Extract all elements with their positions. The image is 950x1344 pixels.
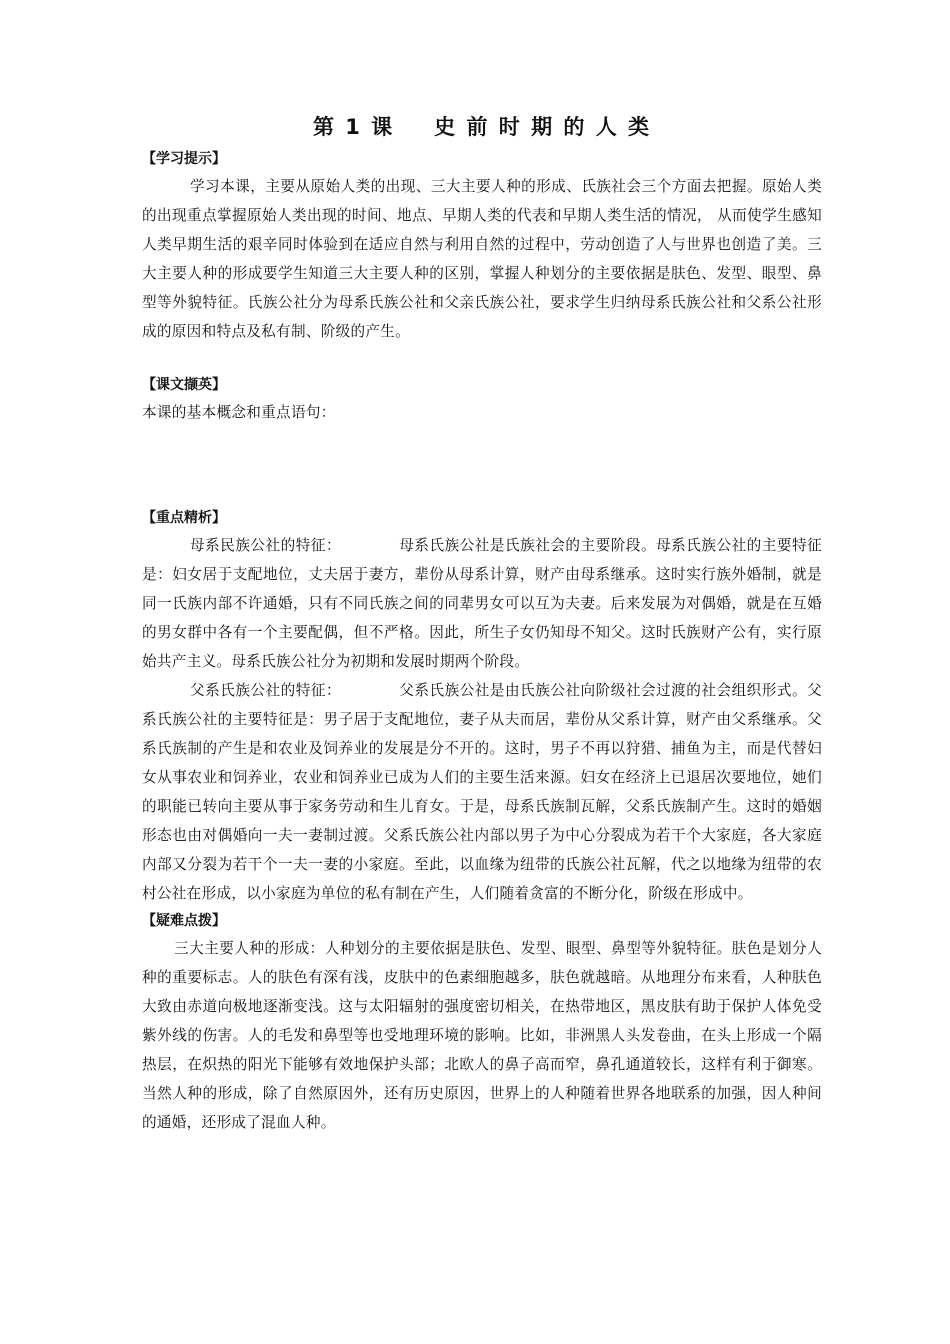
matrilineal-label: 母系民族公社的特征：: [190, 537, 342, 554]
difficult-points-paragraph: 三大主要人种的形成：人种划分的主要依据是肤色、发型、眼型、鼻型等外貌特征。肤色是划分人种的重要标志。人的肤色有深有浅，皮肤中的色素细胞越多，肤色就越暗。从地理分布来看，人种肤色大致由赤道向极地逐渐变浅。这与太阳辐射的强度密切相关，在热带地区，黑皮肤有助于保护人体免受紫外线的伤害。人的毛发和鼻型等也受地理环境的影响。比如，非洲黑人头发卷曲，在头上形成一个隔热层，在炽热的阳光下能够有效地保护头部；北欧人的鼻子高而窄，鼻孔通道较长，这样有利于御寒。当然人种的形成，除了自然原因外，还有历史原因，世界上的人种随着世界各地联系的加强，因人种间的通婚，还形成了混血人种。: [142, 940, 822, 1131]
patrilineal-label: 父系氏族公社的特征：: [190, 682, 342, 699]
patrilineal-paragraph: [142, 676, 822, 908]
matrilineal-text: 母系氏族公社是氏族社会的主要阶段。母系氏族公社的主要特征是：妇女居于支配地位，丈夫居于妻方，辈份从母系计算，财产由母系继承。这时实行族外婚制，就是同一氏族内部不许通婚，只有不同氏族之间的同辈男女可以互为夫妻。后来发展为对偶婚，就是在互婚的男女群中各有一个主要配偶，但不严格。因此，所生子女仍知母不知父。这时氏族财产公有，实行原始共产主义。母系氏族公社分为初期和发展时期两个阶段。: [142, 537, 822, 670]
lesson-name: 史 前 时 期 的 人 类: [434, 115, 652, 139]
matrilineal-paragraph: [142, 531, 822, 676]
study-tips-paragraph: 学习本课，主要从原始人类的出现、三大主要人种的形成、氏族社会三个方面去把握。原始人类的出现重点掌握原始人类出现的时间、地点、早期人类的代表和早期人类生活的情况， 从而使学生感知人类早期生活的艰辛同时体验到在适应自然与利用自然的过程中，劳动创造了人与世界也创造了美。三大主要人种的形成要学生知道三大主要人种的区别，掌握人种划分的主要依据是肤色、发型、眼型、鼻型等外貌特征。氏族公社分为母系氏族公社和父亲氏族公社，要求学生归纳母系氏族公社和父系公社形成的原因和特点及私有制、阶级的产生。: [142, 178, 822, 340]
heading-study-tips: 【学习提示】: [142, 151, 226, 167]
heading-key-analysis: 【重点精析】: [142, 510, 226, 526]
lesson-title: [142, 110, 822, 144]
patrilineal-text: 父系氏族公社是由氏族公社向阶级社会过渡的社会组织形式。父系氏族公社的主要特征是：男子居于支配地位，妻子从夫而居，辈份从父系计算，财产由父系继承。父系氏族制的产生是和农业及饲养业的发展是分不开的。这时，男子不再以狩猎、捕鱼为主，而是代替妇女从事农业和饲养业，农业和饲养业已成为人们的主要生活来源。妇女在经济上已退居次要地位，她们的职能已转向主要从事于家务劳动和生儿育女。于是，母系氏族制瓦解，父系氏族制产生。这时的婚姻形态也由对偶婚向一夫一妻制过渡。父系氏族公社内部以男子为中心分裂成为若干个大家庭，各大家庭内部又分裂为若干个一夫一妻的小家庭。至此，以血缘为纽带的氏族公社瓦解，代之以地缘为纽带的农村公社在形成，以小家庭为单位的私有制在产生，人们随着贪富的不断分化，阶级在形成中。: [142, 682, 822, 902]
document-page: [142, 110, 822, 1137]
text-excerpt-paragraph: 本课的基本概念和重点语句：: [142, 404, 336, 421]
lesson-number: 第 1 课: [312, 115, 395, 139]
heading-text-excerpt: 【课文撷英】: [142, 377, 226, 393]
heading-difficult-points: 【疑难点拨】: [142, 913, 226, 929]
